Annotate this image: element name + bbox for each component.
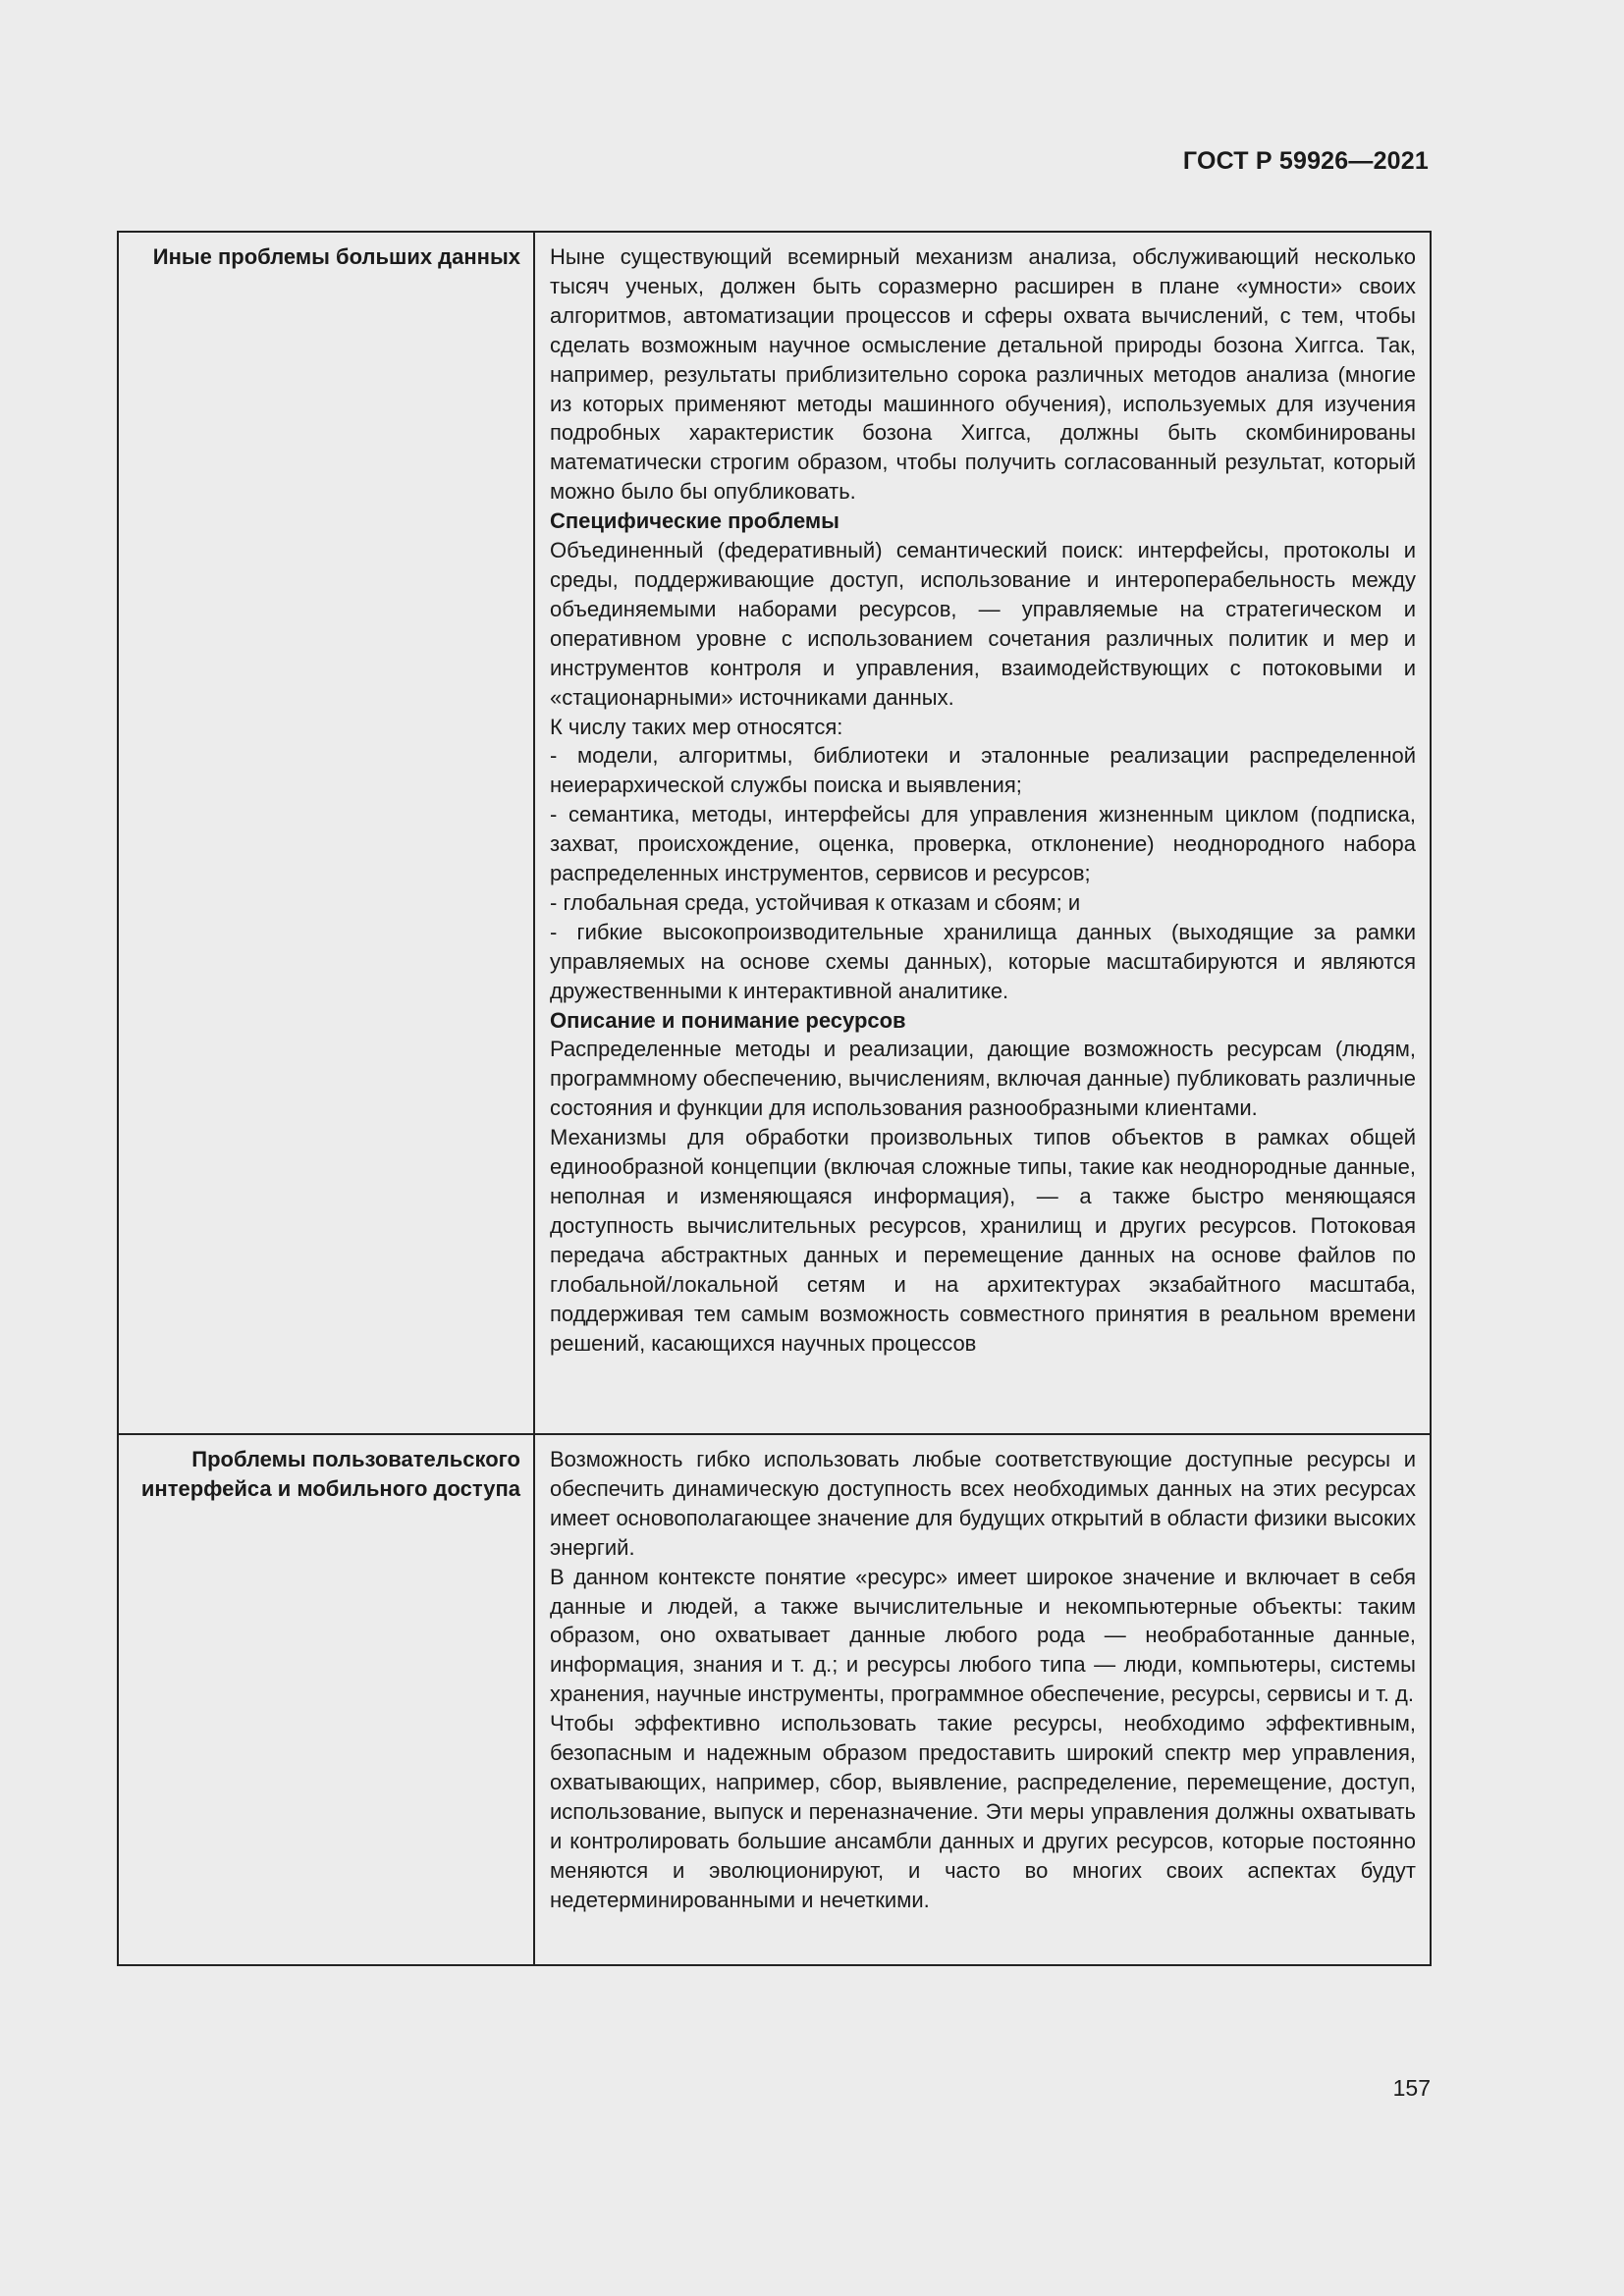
list-item: - глобальная среда, устойчивая к отказам и сбоям; и xyxy=(550,889,1081,915)
paragraph: Ныне существующий всемирный механизм анализа, обслуживающий несколько тысяч ученых, должен быть соразмерно расширен в плане «умности» своих алгоритмов, автоматизации процессов и сферы охвата вычислений, с тем, чтобы сделать возможным научное осмысление детальной природы бозона Хиггса. Так, например, результаты приблизительно сорока различных методов анализа (многие из которых применяют методы машинного обучения), используемых для изучения подробных характеристик бозона Хиггса, должны быть скомбинированы математически строгим образом, чтобы получить согласованный результат, который можно было бы опубликовать. xyxy=(550,244,1416,505)
paragraph: Возможность гибко использовать любые соответствующие доступные ресурсы и обеспечить динамическую доступность всех необходимых данных на этих ресурсах имеет основополагающее значение для будущих открытий в области физики высоких энергий. xyxy=(550,1447,1416,1560)
row-heading: Иные проблемы больших данных xyxy=(118,232,534,1434)
subheading: Описание и понимание ресурсов xyxy=(550,1007,906,1033)
paragraph: В данном контексте понятие «ресурс» имеет широкое значение и включает в себя данные и людей, а также вычислительные и некомпьютерные объекты: таким образом, оно охватывает данные любого рода — необработанные данные, информация, знания и т. д.; и ресурсы любого типа — люди, компьютеры, системы хранения, научные инструменты, программное обеспечение, ресурсы, сервисы и т. д. xyxy=(550,1564,1416,1707)
content-table xyxy=(117,231,1432,1966)
document-standard-header: ГОСТ Р 59926—2021 xyxy=(1182,147,1429,175)
paragraph: К числу таких мер относятся: xyxy=(550,714,843,739)
paragraph: Механизмы для обработки произвольных типов объектов в рамках общей единообразной концепции (включая сложные типы, такие как неоднородные данные, неполная и изменяющаяся информация), — а также быстро меняющаяся доступность вычислительных ресурсов, хранилищ и других ресурсов. Потоковая передача абстрактных данных и перемещение данных на основе файлов по глобальной/локальной сетям и на архитектурах экзабайтного масштаба, поддерживая тем самым возможность совместного принятия в реальном времени решений, касающихся научных процессов xyxy=(550,1125,1416,1356)
row-body xyxy=(534,1434,1431,1965)
page-number: 157 xyxy=(1392,2075,1431,2101)
list-item: - семантика, методы, интерфейсы для управления жизненным циклом (подписка, захват, происхождение, оценка, проверка, отклонение) неоднородного набора распределенных инструментов, сервисов и ресурсов; xyxy=(550,802,1416,886)
paragraph: Чтобы эффективно использовать такие ресурсы, необходимо эффективным, безопасным и надежным образом предоставить широкий спектр мер управления, охватывающих, например, сбор, выявление, распределение, перемещение, доступ, использование, выпуск и переназначение. Эти меры управления должны охватывать и контролировать большие ансамбли данных и других ресурсов, которые постоянно меняются и эволюционируют, и часто во многих своих аспектах будут недетерминированными и нечеткими. xyxy=(550,1711,1416,1912)
paragraph: Распределенные методы и реализации, дающие возможность ресурсам (людям, программному обеспечению, вычислениям, включая данные) публиковать различные состояния и функции для использования разнообразными клиентами. xyxy=(550,1037,1416,1121)
list-item: - модели, алгоритмы, библиотеки и эталонные реализации распределенной неиерархической службы поиска и выявления; xyxy=(550,743,1416,798)
row-body xyxy=(534,232,1431,1434)
table-row xyxy=(118,232,1431,1434)
subheading: Специфические проблемы xyxy=(550,508,839,534)
row-heading: Проблемы пользовательского интерфейса и мобильного доступа xyxy=(118,1434,534,1965)
paragraph: Объединенный (федеративный) семантический поиск: интерфейсы, протоколы и среды, поддерживающие доступ, использование и интероперабельность между объединяемыми наборами ресурсов, — управляемые на стратегическом и оперативном уровне с использованием сочетания различных политик и мер и инструментов контроля и управления, взаимодействующих с потоковыми и «стационарными» источниками данных. xyxy=(550,538,1416,710)
table-row xyxy=(118,1434,1431,1965)
list-item: - гибкие высокопроизводительные хранилища данных (выходящие за рамки управляемых на основе схемы данных), которые масштабируются и являются дружественными к интерактивной аналитике. xyxy=(550,919,1416,1003)
